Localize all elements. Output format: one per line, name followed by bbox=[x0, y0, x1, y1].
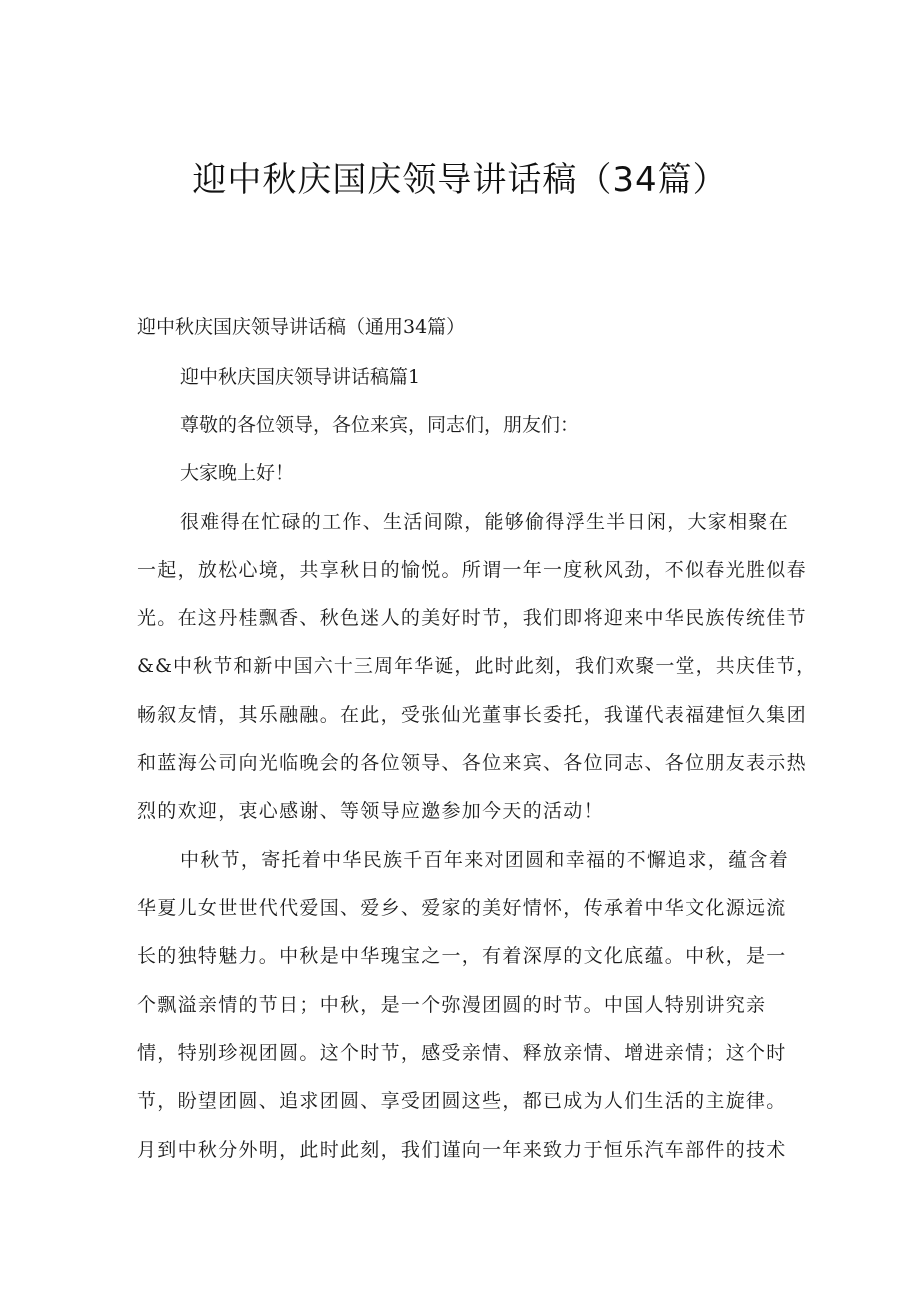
document-subtitle: 迎中秋庆国庆领导讲话稿（通用34篇） bbox=[137, 316, 466, 338]
paragraph2-line: 个飘溢亲情的节日；中秋，是一个弥漫团圆的时节。中国人特别讲究亲 bbox=[137, 994, 767, 1016]
paragraph2-line: 中秋节，寄托着中华民族千百年来对团圆和幸福的不懈追求，蕴含着 bbox=[180, 849, 790, 871]
paragraph1-line: 烈的欢迎，衷心感谢、等领导应邀参加今天的活动！ bbox=[137, 800, 604, 822]
paragraph2-line: 月到中秋分外明，此时此刻，我们谨向一年来致力于恒乐汽车部件的技术 bbox=[137, 1139, 787, 1161]
section-heading: 迎中秋庆国庆领导讲话稿篇1 bbox=[180, 366, 421, 388]
paragraph1-line: &&中秋节和新中国六十三周年华诞，此时此刻，我们欢聚一堂，共庆佳节， bbox=[137, 655, 817, 677]
paragraph1-line: 光。在这丹桂飘香、秋色迷人的美好时节，我们即将迎来中华民族传统佳节 bbox=[137, 607, 807, 629]
paragraph1-line: 很难得在忙碌的工作、生活间隙，能够偷得浮生半日闲，大家相聚在 bbox=[180, 511, 790, 533]
paragraph2-line: 情，特别珍视团圆。这个时节，感受亲情、释放亲情、增进亲情；这个时 bbox=[137, 1042, 787, 1064]
salutation-line: 尊敬的各位领导，各位来宾，同志们，朋友们： bbox=[180, 414, 580, 436]
paragraph2-line: 长的独特魅力。中秋是中华瑰宝之一，有着深厚的文化底蕴。中秋，是一 bbox=[137, 945, 787, 967]
paragraph1-line: 一起，放松心境，共享秋日的愉悦。所谓一年一度秋风劲，不似春光胜似春 bbox=[137, 559, 807, 581]
paragraph2-line: 华夏儿女世世代代爱国、爱乡、爱家的美好情怀，传承着中华文化源远流 bbox=[137, 897, 787, 919]
document-title: 迎中秋庆国庆领导讲话稿（34篇） bbox=[192, 160, 728, 200]
paragraph2-line: 节，盼望团圆、追求团圆、享受团圆这些，都已成为人们生活的主旋律。 bbox=[137, 1090, 787, 1112]
paragraph1-line: 和蓝海公司向光临晚会的各位领导、各位来宾、各位同志、各位朋友表示热 bbox=[137, 752, 807, 774]
paragraph1-line: 畅叙友情，其乐融融。在此，受张仙光董事长委托，我谨代表福建恒久集团 bbox=[137, 704, 807, 726]
greeting-line: 大家晚上好！ bbox=[180, 462, 295, 484]
